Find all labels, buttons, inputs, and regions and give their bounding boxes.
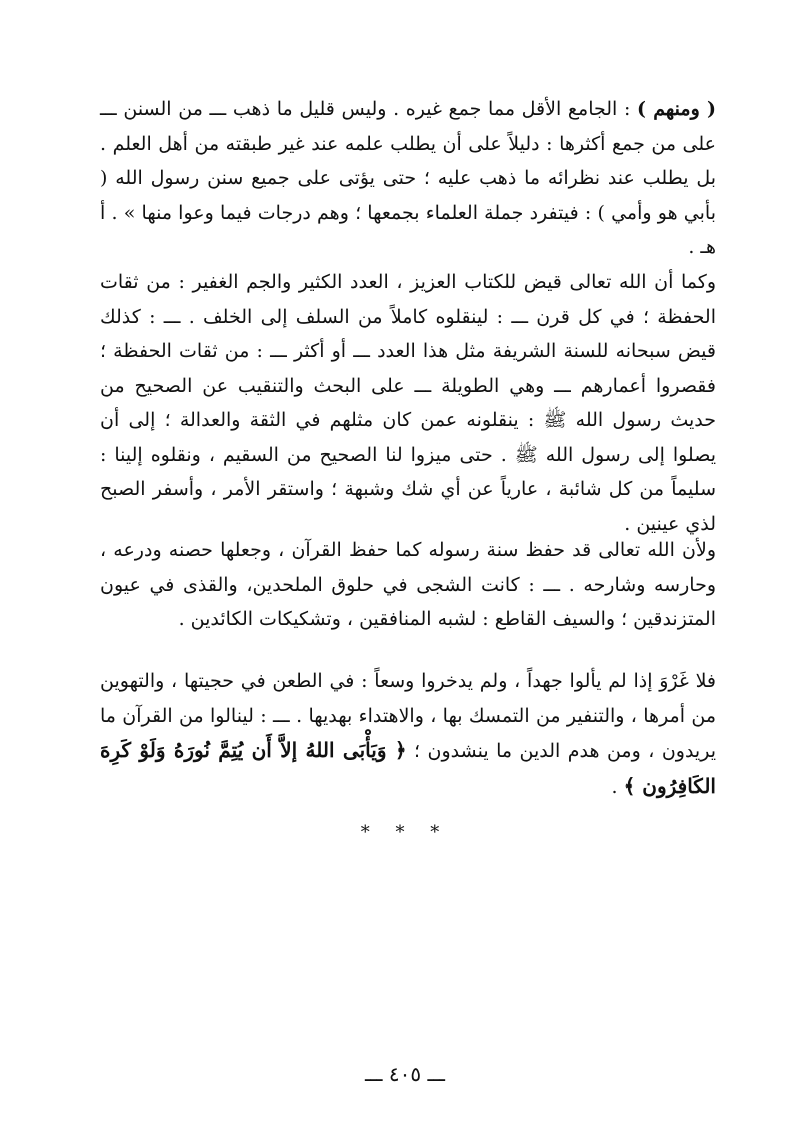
- paragraph-1-lead: ( ومنهم ): [637, 98, 716, 120]
- paragraph-3: [100, 533, 716, 637]
- section-separator: * * *: [360, 822, 450, 843]
- paragraph-2: [100, 265, 716, 541]
- paragraph-4-tail: .: [611, 775, 624, 798]
- paragraph-4: [100, 664, 716, 804]
- paragraph-1-text: : الجامع الأقل مما جمع غيره . وليس قليل ما ذهب ـــ من السنن ـــ على من جمع أكثرها : دليلاً على أن يطلب علمه عند غير طبقته من أهل العلم . بل يطلب عند نظرائه ما ذهب عليه ؛ حتى يؤتى على جميع سنن رسول الله ( بأبي هو وأمي ) : فيتفرد جملة العلماء بجمعها ؛ وهم درجات فيما وعوا منها » . أ هـ .: [100, 98, 716, 258]
- paragraph-2-text: وكما أن الله تعالى قيض للكتاب العزيز ، العدد الكثير والجم الغفير : من ثقات الحفظة ؛ في كل قرن ـــ : لينقلوه كاملاً من السلف إلى الخلف . ـــ : كذلك قيض سبحانه للسنة الشريفة مثل هذا العدد ـــ أو أكثر ـــ : من ثقات الحفظة ؛ فقصروا أعمارهم ـــ وهي الطويلة ـــ على البحث والتنقيب عن الصحيح من حديث رسول الله ﷺ : ينقلونه عمن كان مثلهم في الثقة والعدالة ؛ إلى أن يصلوا إلى رسول الله ﷺ . حتى ميزوا لنا الصحيح من السقيم ، ونقلوه إلينا : سليماً من كل شائبة ، عارياً عن أي شك وشبهة ؛ واستقر الأمر ، وأسفر الصبح لذي عينين .: [100, 271, 716, 535]
- quran-verse: ﴿ وَيَأْبَى اللهُ إلاَّ أَن يُتِمَّ نُورَهُ وَلَوْ كَرِهَ الكَافِرُون ﴾: [100, 738, 716, 798]
- paragraph-3-text: ولأن الله تعالى قد حفظ سنة رسوله كما حفظ القرآن ، وجعلها حصنه ودرعه ، وحارسه وشارحه . ـــ : كانت الشجى في حلوق الملحدين، والقذى في عيون المتزندقين ؛ والسيف القاطع : لشبه المنافقين ، وتشكيكات الكائدين .: [100, 539, 716, 630]
- paragraph-4-text: فلا غَرْوَ إذا لم يألوا جهداً ، ولم يدخروا وسعاً : في الطعن في حجيتها ، والتهوين من أمرها ، والتنفير من التمسك بها ، والاهتداء بهديها . ـــ : لينالوا من القرآن ما يريدون ، ومن هدم الدين ما ينشدون ؛: [100, 670, 716, 762]
- page-number: ـــ ٤٠٥ ـــ: [364, 1062, 446, 1086]
- paragraph-1: [100, 92, 716, 265]
